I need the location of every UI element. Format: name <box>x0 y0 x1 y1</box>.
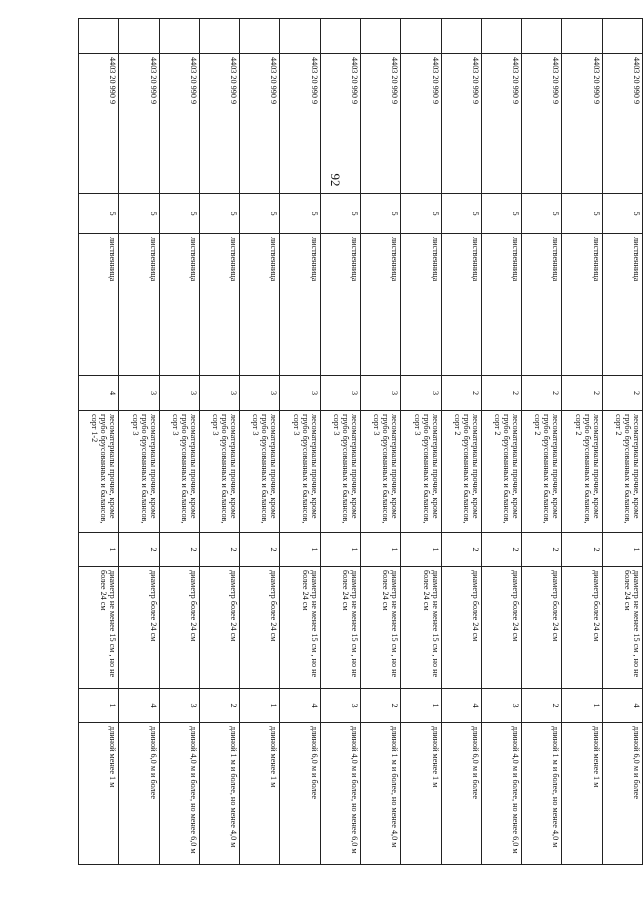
table-body <box>79 19 643 865</box>
grade-number-cell: 3 <box>361 376 401 411</box>
group-number-cell: 5 <box>240 194 280 234</box>
species-cell: лиственница <box>199 234 239 376</box>
species-cell: лиственница <box>320 234 360 376</box>
material-cell: лесоматериалы прочие, кроме грубо брусованных и балансов, сорт 3 <box>159 411 199 533</box>
material-cell: лесоматериалы прочие, кроме грубо брусованных и балансов, сорт 2 <box>441 411 481 533</box>
table-row <box>320 19 360 865</box>
group-number-cell: 5 <box>361 194 401 234</box>
group-number-cell: 5 <box>602 194 642 234</box>
table-row <box>119 19 159 865</box>
species-cell: лиственница <box>119 234 159 376</box>
diameter-cell: диаметр не менее 15 см , но не более 24 см <box>602 567 642 689</box>
diameter-cell: диаметр более 24 см <box>119 567 159 689</box>
row-margin-cell <box>280 19 320 54</box>
species-cell: лиственница <box>159 234 199 376</box>
length-number-cell: 4 <box>119 689 159 723</box>
length-cell: длиной 4,0 м и более, но менее 6,0 м <box>320 723 360 865</box>
length-cell: длиной 1 м и более, но менее 4,0 м <box>199 723 239 865</box>
row-margin-cell <box>522 19 562 54</box>
material-cell: лесоматериалы прочие, кроме грубо брусованных и балансов, сорт 3 <box>199 411 239 533</box>
row-margin-cell <box>320 19 360 54</box>
species-cell: лиственница <box>361 234 401 376</box>
length-number-cell: 1 <box>562 689 602 723</box>
diameter-number-cell: 1 <box>79 533 119 567</box>
length-number-cell: 2 <box>199 689 239 723</box>
tnved-code-cell: 4403 20 990 9 <box>159 54 199 194</box>
length-number-cell: 1 <box>79 689 119 723</box>
tnved-code-cell: 4403 20 990 9 <box>240 54 280 194</box>
diameter-cell: диаметр более 24 см <box>199 567 239 689</box>
grade-number-cell: 2 <box>441 376 481 411</box>
material-cell: лесоматериалы прочие, кроме грубо брусованных и балансов, сорт 1-2 <box>79 411 119 533</box>
grade-number-cell: 3 <box>159 376 199 411</box>
material-cell: лесоматериалы прочие, кроме грубо брусованных и балансов, сорт 3 <box>119 411 159 533</box>
tnved-code-cell: 4403 20 990 9 <box>199 54 239 194</box>
grade-number-cell: 3 <box>240 376 280 411</box>
rotated-table-container <box>78 18 643 864</box>
row-margin-cell <box>199 19 239 54</box>
tnved-code-cell: 4403 20 990 9 <box>562 54 602 194</box>
length-number-cell: 3 <box>320 689 360 723</box>
diameter-cell: диаметр более 24 см <box>240 567 280 689</box>
group-number-cell: 5 <box>481 194 521 234</box>
diameter-number-cell: 1 <box>361 533 401 567</box>
tnved-code-cell: 4403 20 990 9 <box>441 54 481 194</box>
tnved-code-cell: 4403 20 990 9 <box>522 54 562 194</box>
diameter-number-cell: 1 <box>280 533 320 567</box>
row-margin-cell <box>401 19 441 54</box>
species-cell: лиственница <box>240 234 280 376</box>
species-cell: лиственница <box>481 234 521 376</box>
diameter-number-cell: 2 <box>562 533 602 567</box>
length-cell: длиной 6,0 м и более <box>280 723 320 865</box>
length-cell: длиной менее 1 м <box>401 723 441 865</box>
row-margin-cell <box>602 19 642 54</box>
row-margin-cell <box>79 19 119 54</box>
grade-number-cell: 3 <box>320 376 360 411</box>
diameter-cell: диаметр более 24 см <box>562 567 602 689</box>
grade-number-cell: 3 <box>401 376 441 411</box>
table-row <box>481 19 521 865</box>
row-margin-cell <box>361 19 401 54</box>
species-cell: лиственница <box>602 234 642 376</box>
species-cell: лиственница <box>562 234 602 376</box>
table-row <box>522 19 562 865</box>
grade-number-cell: 2 <box>562 376 602 411</box>
tnved-code-cell: 4403 20 990 9 <box>481 54 521 194</box>
tnved-code-cell: 4403 20 990 9 <box>79 54 119 194</box>
length-number-cell: 2 <box>361 689 401 723</box>
grade-number-cell: 3 <box>280 376 320 411</box>
tnved-code-cell: 4403 20 990 9 <box>119 54 159 194</box>
diameter-cell: диаметр не менее 15 см , но не более 24 см <box>79 567 119 689</box>
species-cell: лиственница <box>522 234 562 376</box>
grade-number-cell: 4 <box>79 376 119 411</box>
tnved-code-cell: 4403 20 990 9 <box>361 54 401 194</box>
group-number-cell: 5 <box>119 194 159 234</box>
length-number-cell: 2 <box>522 689 562 723</box>
length-number-cell: 3 <box>481 689 521 723</box>
diameter-cell: диаметр более 24 см <box>481 567 521 689</box>
row-margin-cell <box>481 19 521 54</box>
diameter-number-cell: 2 <box>199 533 239 567</box>
length-cell: длиной 6,0 м и более <box>441 723 481 865</box>
material-cell: лесоматериалы прочие, кроме грубо брусованных и балансов, сорт 3 <box>361 411 401 533</box>
length-cell: длиной 4,0 м и более, но менее 6,0 м <box>481 723 521 865</box>
species-cell: лиственница <box>79 234 119 376</box>
length-cell: длиной 1 м и более, но менее 4,0 м <box>522 723 562 865</box>
diameter-cell: диаметр более 24 см <box>159 567 199 689</box>
group-number-cell: 5 <box>280 194 320 234</box>
length-number-cell: 1 <box>240 689 280 723</box>
table-row <box>562 19 602 865</box>
group-number-cell: 5 <box>522 194 562 234</box>
tnved-code-cell: 4403 20 990 9 <box>280 54 320 194</box>
row-margin-cell <box>562 19 602 54</box>
row-margin-cell <box>240 19 280 54</box>
table-row <box>280 19 320 865</box>
length-number-cell: 3 <box>159 689 199 723</box>
species-cell: лиственница <box>441 234 481 376</box>
length-cell: длиной менее 1 м <box>79 723 119 865</box>
diameter-number-cell: 1 <box>320 533 360 567</box>
row-margin-cell <box>159 19 199 54</box>
diameter-number-cell: 2 <box>481 533 521 567</box>
diameter-number-cell: 1 <box>401 533 441 567</box>
tnved-code-cell: 4403 20 990 9 <box>320 54 360 194</box>
group-number-cell: 5 <box>441 194 481 234</box>
table-row <box>159 19 199 865</box>
group-number-cell: 5 <box>562 194 602 234</box>
diameter-cell: диаметр не менее 15 см , но не более 24 см <box>320 567 360 689</box>
table-row <box>441 19 481 865</box>
length-number-cell: 4 <box>280 689 320 723</box>
material-cell: лесоматериалы прочие, кроме грубо брусованных и балансов, сорт 2 <box>522 411 562 533</box>
length-number-cell: 4 <box>441 689 481 723</box>
table-row <box>199 19 239 865</box>
group-number-cell: 5 <box>159 194 199 234</box>
diameter-cell: диаметр более 24 см <box>441 567 481 689</box>
table-row <box>361 19 401 865</box>
diameter-number-cell: 1 <box>602 533 642 567</box>
material-cell: лесоматериалы прочие, кроме грубо брусованных и балансов, сорт 3 <box>401 411 441 533</box>
tnved-code-cell: 4403 20 990 9 <box>401 54 441 194</box>
material-cell: лесоматериалы прочие, кроме грубо брусованных и балансов, сорт 2 <box>602 411 642 533</box>
grade-number-cell: 3 <box>199 376 239 411</box>
length-cell: длиной 6,0 м и более <box>602 723 642 865</box>
material-cell: лесоматериалы прочие, кроме грубо брусованных и балансов, сорт 3 <box>280 411 320 533</box>
diameter-number-cell: 2 <box>240 533 280 567</box>
length-number-cell: 4 <box>602 689 642 723</box>
length-cell: длиной 4,0 м и более, но менее 6,0 м <box>159 723 199 865</box>
length-cell: длиной 6,0 м и более <box>119 723 159 865</box>
material-cell: лесоматериалы прочие, кроме грубо брусованных и балансов, сорт 3 <box>320 411 360 533</box>
diameter-cell: диаметр более 24 см <box>522 567 562 689</box>
length-cell: длиной 1 м и более, но менее 4,0 м <box>361 723 401 865</box>
material-cell: лесоматериалы прочие, кроме грубо брусованных и балансов, сорт 2 <box>562 411 602 533</box>
group-number-cell: 5 <box>401 194 441 234</box>
diameter-cell: диаметр не менее 15 см , но не более 24 см <box>361 567 401 689</box>
grade-number-cell: 2 <box>522 376 562 411</box>
species-cell: лиственница <box>280 234 320 376</box>
diameter-number-cell: 2 <box>441 533 481 567</box>
grade-number-cell: 3 <box>119 376 159 411</box>
diameter-number-cell: 2 <box>522 533 562 567</box>
grade-number-cell: 2 <box>602 376 642 411</box>
table-row <box>401 19 441 865</box>
table-row <box>79 19 119 865</box>
group-number-cell: 5 <box>320 194 360 234</box>
diameter-number-cell: 2 <box>119 533 159 567</box>
material-cell: лесоматериалы прочие, кроме грубо брусованных и балансов, сорт 3 <box>240 411 280 533</box>
group-number-cell: 5 <box>79 194 119 234</box>
row-margin-cell <box>119 19 159 54</box>
diameter-cell: диаметр не менее 15 см , но не более 24 см <box>401 567 441 689</box>
diameter-number-cell: 2 <box>159 533 199 567</box>
grade-number-cell: 2 <box>481 376 521 411</box>
length-number-cell: 1 <box>401 689 441 723</box>
species-cell: лиственница <box>401 234 441 376</box>
table-row <box>602 19 642 865</box>
table-row <box>240 19 280 865</box>
row-margin-cell <box>441 19 481 54</box>
diameter-cell: диаметр не менее 15 см , но не более 24 см <box>280 567 320 689</box>
group-number-cell: 5 <box>199 194 239 234</box>
tnved-code-cell: 4403 20 990 9 <box>602 54 642 194</box>
material-cell: лесоматериалы прочие, кроме грубо брусованных и балансов, сорт 2 <box>481 411 521 533</box>
length-cell: длиной менее 1 м <box>240 723 280 865</box>
classification-table <box>78 18 643 865</box>
length-cell: длиной менее 1 м <box>562 723 602 865</box>
page-number: 92 <box>328 173 343 187</box>
